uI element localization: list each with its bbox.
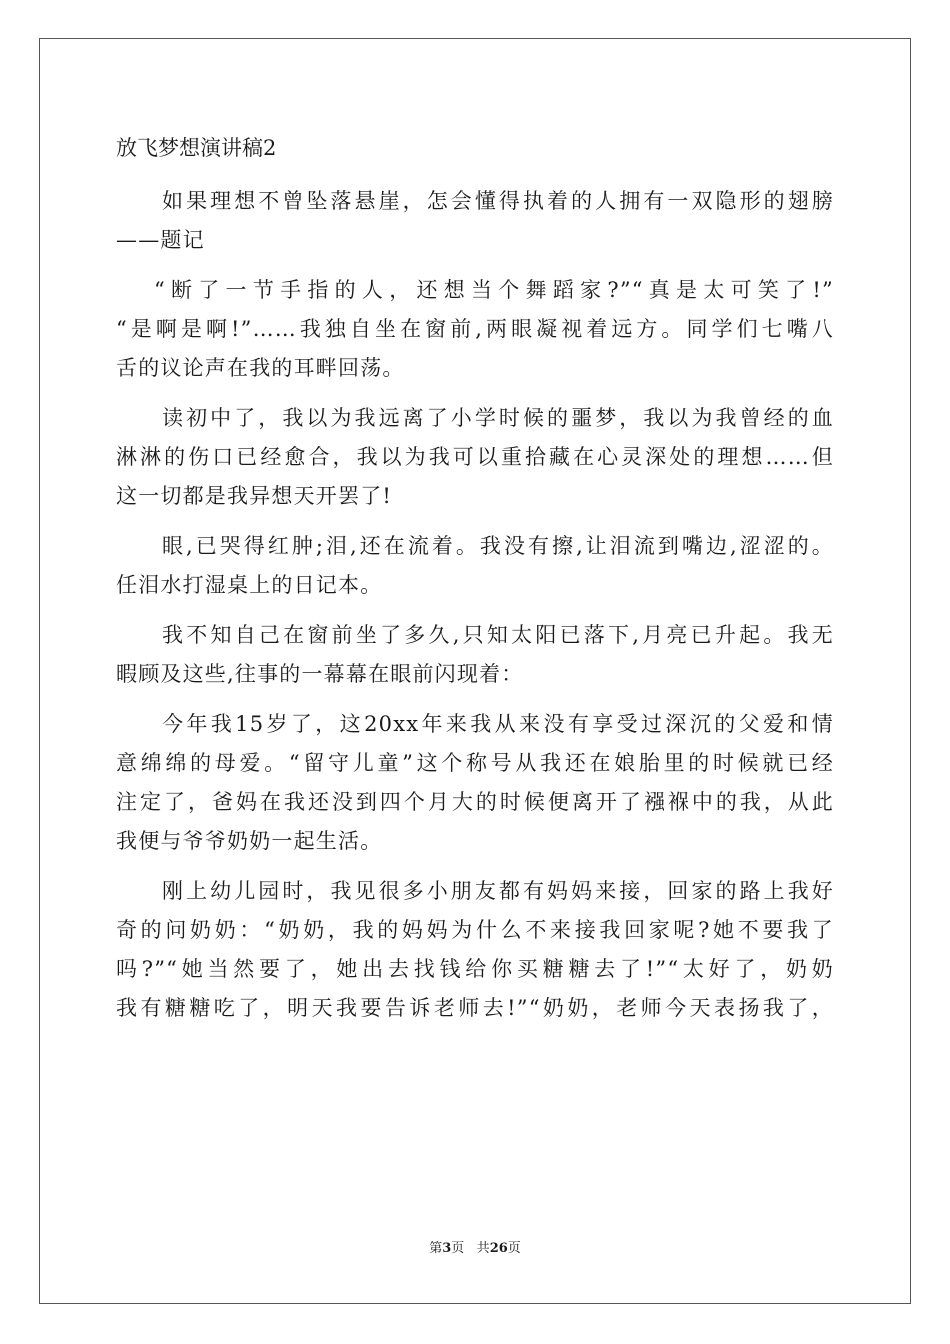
paragraph — [116, 872, 834, 1028]
page-footer — [0, 1239, 950, 1259]
paragraph — [116, 271, 834, 388]
paragraph — [116, 527, 834, 605]
document-title: 放飞梦想演讲稿2 — [116, 136, 277, 160]
text-line: 刚上幼儿园时，我见很多小朋友都有妈妈来接，回家的路上我好 — [162, 879, 834, 903]
total-suffix: 页 — [507, 1241, 521, 1256]
text-line: 注定了，爸妈在我还没到四个月大的时候便离开了襁褓中的我，从此 — [116, 790, 834, 814]
text-line: 我有糖糖吃了，明天我要告诉老师去!”“奶奶，老师今天表扬我了， — [116, 996, 834, 1020]
page-number: 3 — [442, 1241, 452, 1256]
paragraph — [116, 399, 834, 516]
text-line: 暇顾及这些,往事的一幕幕在眼前闪现着： — [116, 662, 524, 686]
text-line: ——题记 — [116, 228, 205, 252]
text-line: 如果理想不曾坠落悬崖，怎会懂得执着的人拥有一双隐形的翅膀 — [162, 189, 834, 213]
text-line: 我不知自己在窗前坐了多久,只知太阳已落下,月亮已升起。我无 — [162, 623, 834, 647]
page-suffix: 页 — [451, 1241, 465, 1256]
text-line: “是啊是啊!”……我独自坐在窗前,两眼凝视着远方。同学们七嘴八 — [116, 317, 834, 341]
text-line: 今年我15岁了，这20xx年来我从来没有享受过深沉的父爱和情 — [162, 712, 834, 736]
text-line: 这一切都是我异想天开罢了! — [116, 484, 393, 508]
text-line: 意绵绵的母爱。“留守儿童”这个称号从我还在娘胎里的时候就已经 — [116, 751, 834, 775]
text-line: 奇的问奶奶：“奶奶，我的妈妈为什么不来接我回家呢?她不要我了 — [116, 918, 834, 942]
text-line: 吗?”“她当然要了，她出去找钱给你买糖糖去了!”“太好了，奶奶 — [116, 957, 834, 981]
paragraph-epigraph — [116, 182, 834, 260]
total-pages: 26 — [489, 1241, 508, 1256]
text-line: 淋淋的伤口已经愈合，我以为我可以重拾藏在心灵深处的理想……但 — [116, 445, 834, 469]
text-line: 眼,已哭得红肿;泪,还在流着。我没有擦,让泪流到嘴边,涩涩的。 — [162, 534, 834, 558]
text-line: 读初中了，我以为我远离了小学时候的噩梦，我以为我曾经的血 — [162, 406, 834, 430]
total-prefix: 共 — [476, 1241, 490, 1256]
page-prefix: 第 — [429, 1241, 443, 1256]
paragraph — [116, 616, 834, 694]
text-line: 任泪水打湿桌上的日记本。 — [116, 573, 383, 597]
text-line: 我便与爷爷奶奶一起生活。 — [116, 829, 383, 853]
document-body — [116, 128, 834, 1039]
text-line: 舌的议论声在我的耳畔回荡。 — [116, 356, 405, 380]
paragraph — [116, 705, 834, 861]
text-line: “断了一节手指的人，还想当个舞蹈家?”“真是太可笑了!” — [154, 278, 834, 302]
